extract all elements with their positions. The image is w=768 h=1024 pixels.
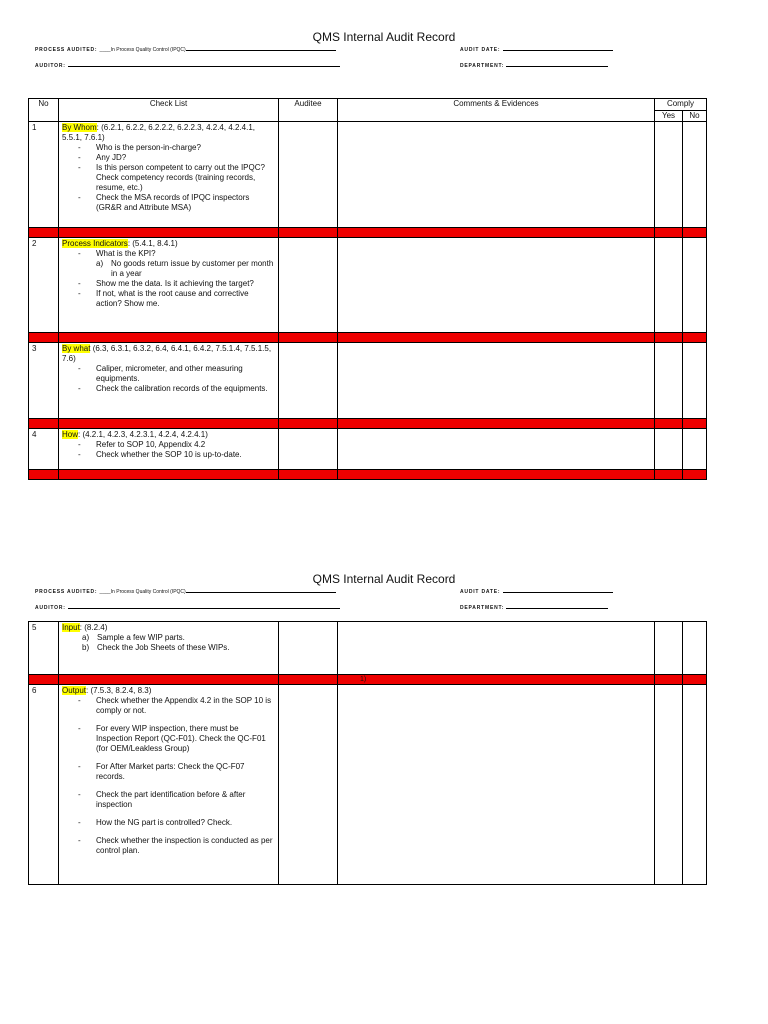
page1-department: DEPARTMENT: [460, 62, 608, 69]
comply-yes-cell[interactable] [655, 122, 683, 228]
check-point: - Check whether the inspection is conducted as per control plan. [76, 836, 275, 856]
page1-audit-date: AUDIT DATE: [460, 46, 613, 53]
comply-no-cell[interactable] [683, 685, 707, 885]
audit-table-page1 [28, 98, 707, 480]
page2-title: QMS Internal Audit Record [312, 572, 456, 586]
row-separator [29, 419, 707, 429]
col-header-auditee: Auditee [279, 99, 338, 122]
check-point: - Show me the data. Is it achieving the target? [76, 279, 275, 289]
col-header-yes: Yes [655, 111, 683, 122]
check-point: - Who is the person-in-charge? [76, 143, 275, 153]
comments-cell[interactable] [338, 685, 655, 885]
comply-no-cell[interactable] [683, 622, 707, 675]
item-number: 3 [29, 343, 59, 419]
item-number: 2 [29, 238, 59, 333]
item-refs: : (7.5.3, 8.2.4, 8.3) [86, 686, 152, 695]
row-separator [29, 470, 707, 480]
item-refs: : (6.2.1, 6.2.2, 6.2.2.2, 6.2.2.3, 4.2.4, 4.2.4.1, 5.5.1, 7.6.1) [62, 123, 256, 142]
item-number: 1 [29, 122, 59, 228]
comply-yes-cell[interactable] [655, 429, 683, 470]
auditee-cell[interactable] [279, 122, 338, 228]
comply-no-cell[interactable] [683, 429, 707, 470]
col-header-checklist: Check List [59, 99, 279, 122]
item-heading: Input [62, 623, 80, 632]
page2-department: DEPARTMENT: [460, 604, 608, 611]
check-point: - Check the part identification before & after inspection [76, 790, 275, 810]
auditee-cell[interactable] [279, 429, 338, 470]
comply-yes-cell[interactable] [655, 343, 683, 419]
checklist-row-6 [29, 685, 707, 885]
item-refs: : (4.2.1, 4.2.3, 4.2.3.1, 4.2.4, 4.2.4.1) [78, 430, 208, 439]
item-heading: By what [62, 344, 91, 353]
check-point: - Caliper, micrometer, and other measuring equipments. [76, 364, 275, 384]
comments-cell[interactable] [338, 238, 655, 333]
checklist-cell [59, 622, 279, 675]
check-point: - Check whether the SOP 10 is up-to-date. [76, 450, 275, 460]
checklist-row-4 [29, 429, 707, 470]
checklist-row-1 [29, 122, 707, 228]
checklist-cell [59, 429, 279, 470]
check-point: - Refer to SOP 10, Appendix 4.2 [76, 440, 275, 450]
auditee-cell[interactable] [279, 343, 338, 419]
comply-no-cell[interactable] [683, 122, 707, 228]
comply-no-cell[interactable] [683, 343, 707, 419]
check-point: - Check the MSA records of IPQC inspectors (GR&R and Attribute MSA) [76, 193, 275, 213]
checklist-cell [59, 343, 279, 419]
checklist-row-5 [29, 622, 707, 675]
check-point: - For After Market parts: Check the QC-F07 records. [76, 762, 275, 782]
comments-cell[interactable] [338, 122, 655, 228]
col-header-no: No [29, 99, 59, 122]
col-header-comments: Comments & Evidences [338, 99, 655, 122]
item-number: 6 [29, 685, 59, 885]
item-heading: How [62, 430, 79, 439]
item-number: 4 [29, 429, 59, 470]
page1-process-audited: PROCESS AUDITED: ____In Process Quality Control (IPQC) [35, 46, 336, 53]
check-subpoint: b) Check the Job Sheets of these WIPs. [82, 643, 230, 652]
item-heading: By Whom [62, 123, 97, 132]
check-point: - How the NG part is controlled? Check. [76, 818, 275, 828]
comply-yes-cell[interactable] [655, 685, 683, 885]
check-point: - Check the calibration records of the equipments. [76, 384, 275, 394]
page1-auditor: AUDITOR: [35, 62, 340, 69]
checklist-cell [59, 238, 279, 333]
comments-cell[interactable] [338, 343, 655, 419]
separator-note: 1) [338, 675, 655, 685]
row-separator [29, 675, 707, 685]
checklist-row-2 [29, 238, 707, 333]
check-point: - Any JD? [76, 153, 275, 163]
item-refs: (6.3, 6.3.1, 6.3.2, 6.4, 6.4.1, 6.4.2, 7.5.1.4, 7.5.1.5, 7.6) [62, 344, 272, 363]
item-number: 5 [29, 622, 59, 675]
auditee-cell[interactable] [279, 238, 338, 333]
col-header-comply: Comply [655, 99, 707, 111]
check-point: - What is the KPI? [76, 249, 275, 259]
check-point: - Check whether the Appendix 4.2 in the SOP 10 is comply or not. [76, 696, 275, 716]
comments-cell[interactable] [338, 429, 655, 470]
audit-table-page2 [28, 621, 707, 885]
check-point: - Is this person competent to carry out the IPQC? Check competency records (training records, resume, etc.) [76, 163, 275, 193]
item-refs: : (8.2.4) [79, 623, 108, 632]
auditee-cell[interactable] [279, 685, 338, 885]
check-point: - For every WIP inspection, there must be Inspection Report (QC-F01). Check the QC-F01 (for OEM/Leakless Group) [76, 724, 275, 754]
item-heading: Output [62, 686, 87, 695]
comply-yes-cell[interactable] [655, 622, 683, 675]
check-subpoint: a) Sample a few WIP parts. [82, 633, 185, 642]
check-subpoint: a) No goods return issue by customer per month in a year [96, 259, 274, 278]
checklist-cell [59, 685, 279, 885]
page2-audit-date: AUDIT DATE: [460, 588, 613, 595]
col-header-no-comply: No [683, 111, 707, 122]
comply-no-cell[interactable] [683, 238, 707, 333]
comments-cell[interactable] [338, 622, 655, 675]
page1-title: QMS Internal Audit Record [312, 30, 456, 44]
page2-auditor: AUDITOR: [35, 604, 340, 611]
comply-yes-cell[interactable] [655, 238, 683, 333]
item-refs: : (5.4.1, 8.4.1) [127, 239, 178, 248]
row-separator [29, 333, 707, 343]
item-heading: Process Indicators [62, 239, 128, 248]
row-separator [29, 228, 707, 238]
check-point: - If not, what is the root cause and corrective action? Show me. [76, 289, 275, 309]
checklist-row-3 [29, 343, 707, 419]
checklist-cell [59, 122, 279, 228]
auditee-cell[interactable] [279, 622, 338, 675]
page2-process-audited: PROCESS AUDITED: ____In Process Quality Control (IPQC) [35, 588, 336, 595]
